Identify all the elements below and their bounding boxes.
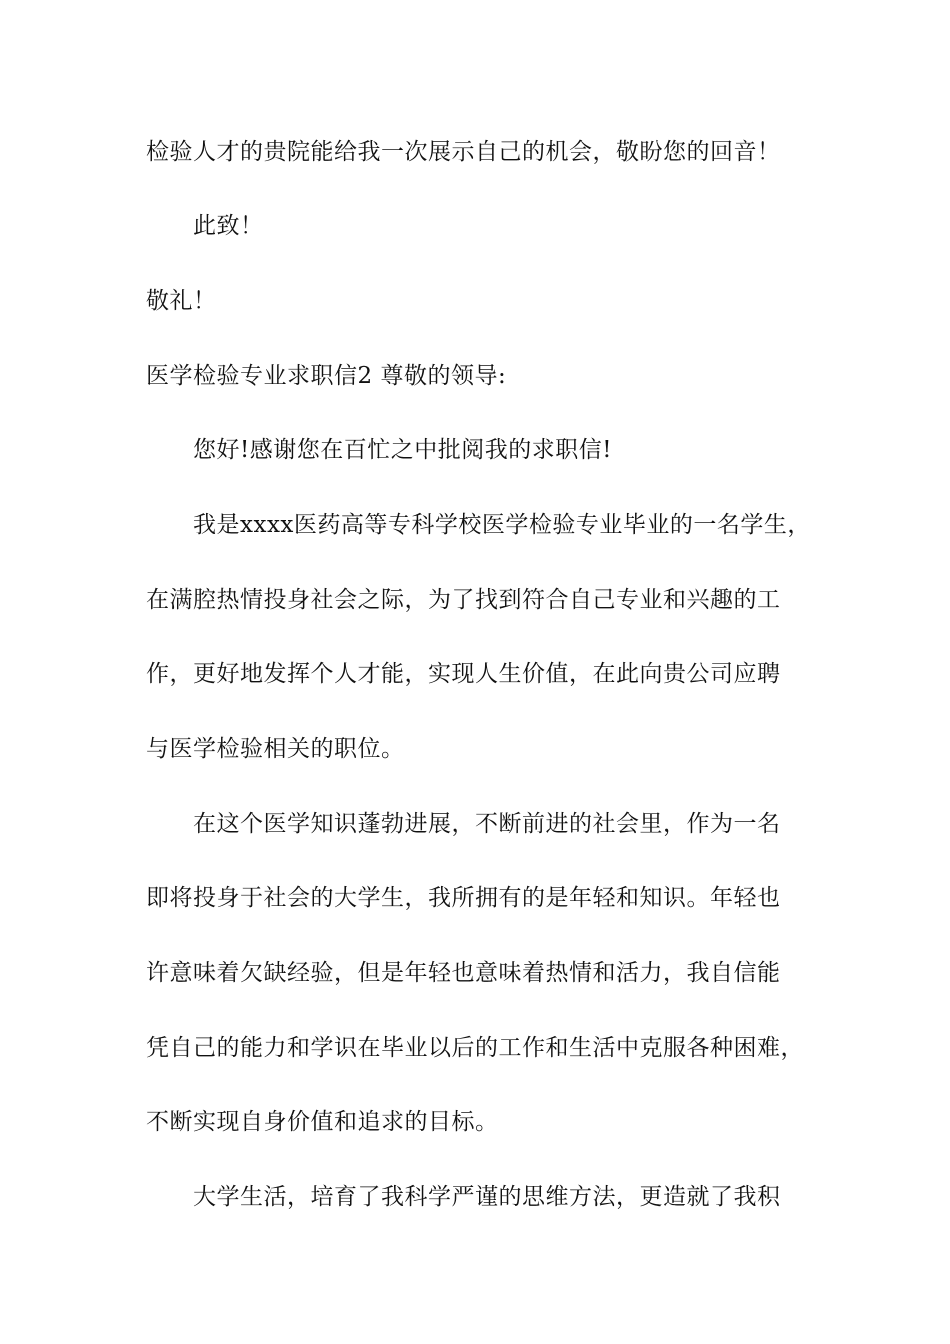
- text-line: 不断实现自身价值和追求的目标。: [146, 1109, 499, 1135]
- text-line: 作，更好地发挥个人才能，实现人生价值，在此向贵公司应聘: [146, 661, 781, 687]
- text-line: 您好!感谢您在百忙之中批阅我的求职信!: [193, 437, 612, 463]
- text-line: 此致！: [193, 213, 264, 239]
- text-line: 凭自己的能力和学识在毕业以后的工作和生活中克服各种困难，: [146, 1035, 804, 1061]
- text-line: 许意味着欠缺经验，但是年轻也意味着热情和活力，我自信能: [146, 960, 781, 986]
- text-line: 与医学检验相关的职位。: [146, 736, 405, 762]
- text-line: 检验人才的贵院能给我一次展示自己的机会，敬盼您的回音！: [146, 139, 781, 165]
- text-line: 大学生活，培育了我科学严谨的思维方法，更造就了我积: [193, 1184, 781, 1210]
- text-line: 在这个医学知识蓬勃进展，不断前进的社会里，作为一名: [193, 811, 781, 837]
- text-line: 医学检验专业求职信2 尊敬的领导:: [146, 363, 507, 389]
- text-line: 在满腔热情投身社会之际，为了找到符合自己专业和兴趣的工: [146, 587, 781, 613]
- text-line: 我是xxxx医药高等专科学校医学检验专业毕业的一名学生，: [193, 512, 811, 538]
- text-line: 敬礼！: [146, 288, 217, 314]
- text-line: 即将投身于社会的大学生，我所拥有的是年轻和知识。年轻也: [146, 885, 781, 911]
